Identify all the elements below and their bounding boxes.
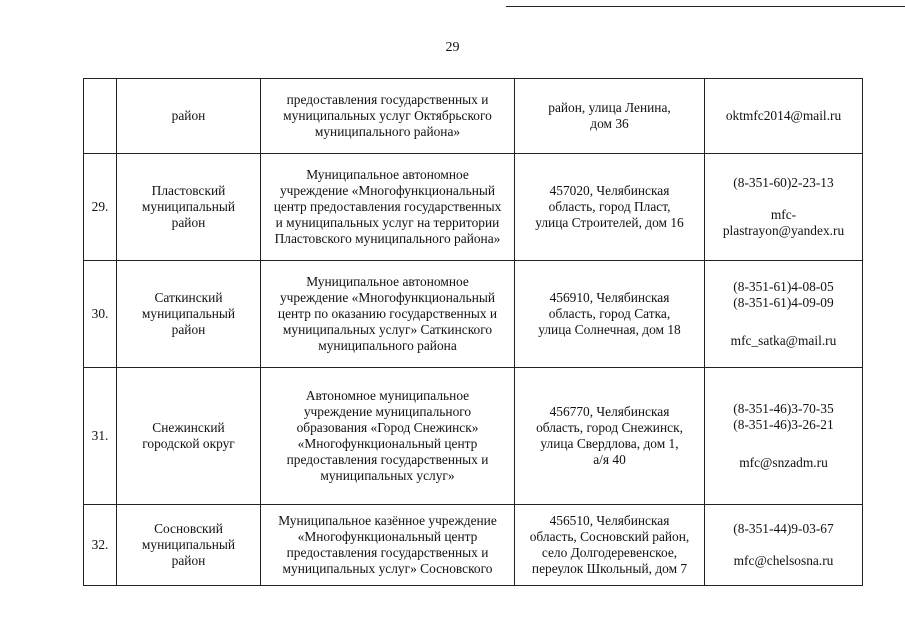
address: район, улица Ленина, дом 36 [515,79,705,154]
row-number: 29. [84,154,117,261]
header-rule [506,6,905,7]
table-row [84,261,863,368]
address: 456910, Челябинская область, город Сатка, улица Солнечная, дом 18 [515,261,705,368]
table-row [84,79,863,154]
municipality-name: район [117,79,261,154]
phone: (8-351-61)4-09-09 [733,295,834,310]
municipality-name: Пластовский муниципальный район [117,154,261,261]
table-row [84,368,863,505]
row-number: 31. [84,368,117,505]
email: mfc@snzadm.ru [739,455,828,470]
phone: (8-351-46)3-26-21 [733,417,834,432]
address: 456770, Челябинская область, город Снежинск, улица Свердлова, дом 1, а/я 40 [515,368,705,505]
contacts [705,505,863,586]
address: 456510, Челябинская область, Сосновский район, село Долгодеревенское, переулок Школьный, дом 7 [515,505,705,586]
row-number: 30. [84,261,117,368]
row-number: 32. [84,505,117,586]
email: mfc@chelsosna.ru [733,553,834,568]
email: mfc_satka@mail.ru [730,333,837,348]
contacts [705,154,863,261]
phone: (8-351-44)9-03-67 [733,521,834,536]
contacts [705,368,863,505]
organization-name: Автономное муниципальное учреждение муниципального образования «Город Снежинск» «Многофункциональный центр предоставления государственных и муниципальных услуг» [261,368,515,505]
organization-name: предоставления государственных и муниципальных услуг Октябрьского муниципального района» [261,79,515,154]
organization-name: Муниципальное автономное учреждение «Многофункциональный центр по оказанию государственных и муниципальных услуг» Саткинского муниципального района [261,261,515,368]
municipality-name: Саткинский муниципальный район [117,261,261,368]
page-number: 29 [445,40,460,55]
phone: (8-351-46)3-70-35 [733,401,834,416]
address: 457020, Челябинская область, город Пласт, улица Строителей, дом 16 [515,154,705,261]
organization-name: Муниципальное казённое учреждение «Многофункциональный центр предоставления государственных и муниципальных услуг» Сосновского [261,505,515,586]
phone: (8-351-60)2-23-13 [733,175,834,190]
row-number [84,79,117,154]
email: mfc- plastrayon@yandex.ru [722,207,845,238]
contacts [705,79,863,154]
email: oktmfc2014@mail.ru [725,108,842,123]
table-row [84,154,863,261]
municipality-name: Снежинский городской округ [117,368,261,505]
contacts [705,261,863,368]
municipality-name: Сосновский муниципальный район [117,505,261,586]
table-row [84,505,863,586]
organization-name: Муниципальное автономное учреждение «Многофункциональный центр предоставления государственных и муниципальных услуг на территории Пластовского муниципального района» [261,154,515,261]
mfc-table [83,78,863,586]
phone: (8-351-61)4-08-05 [733,279,834,294]
